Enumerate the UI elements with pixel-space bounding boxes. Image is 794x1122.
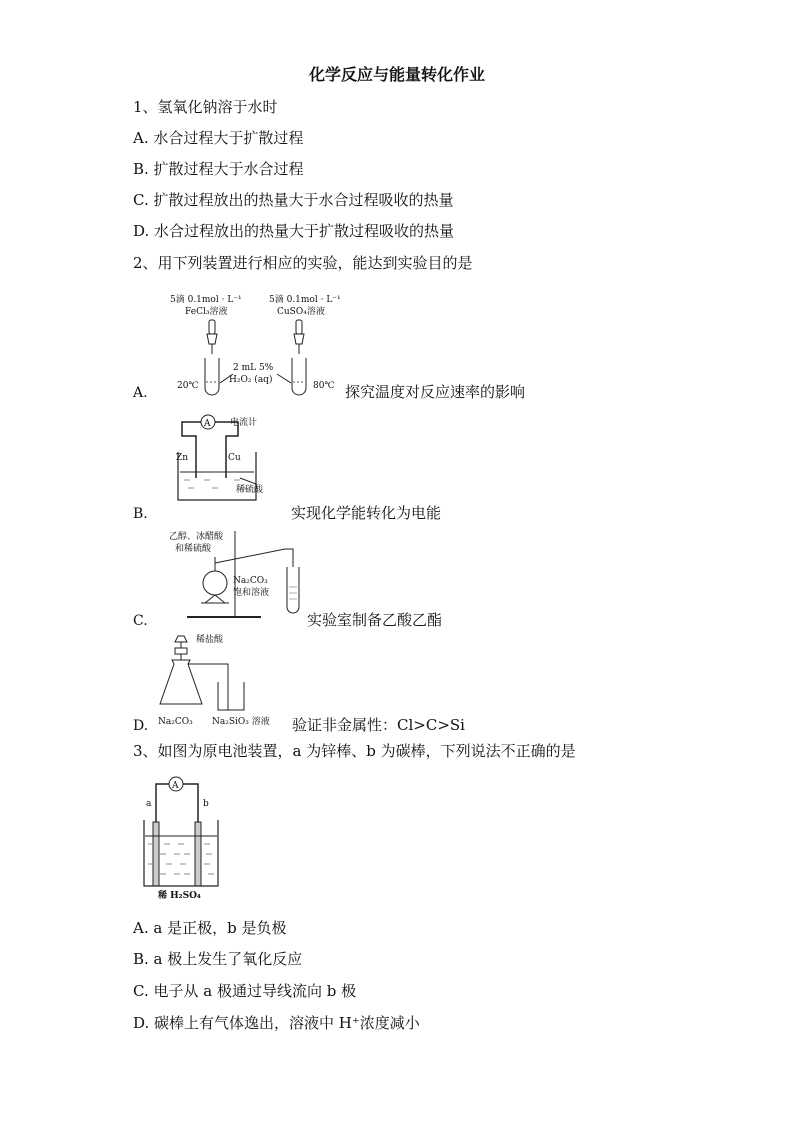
q3-stem: 3、如图为原电池装置，a 为锌棒、b 为碳棒，下列说法不正确的是	[133, 742, 576, 760]
q3-label-a: a	[146, 799, 152, 809]
q3-option-b: B. a 极上发生了氧化反应	[133, 950, 303, 968]
q2-option-a-letter: A.	[133, 385, 148, 401]
q2-a-label-right-top1: 5滴 0.1mol · L⁻¹	[269, 295, 341, 305]
q2-option-c-caption: 实验室制备乙酸乙酯	[307, 611, 443, 629]
q2-option-d-caption: 验证非金属性：Cl>C>Si	[292, 716, 465, 734]
q2-b-solution: 稀硫酸	[236, 485, 264, 495]
q2-option-b-caption: 实现化学能转化为电能	[291, 504, 442, 522]
page-title: 化学反应与能量转化作业	[308, 65, 485, 84]
q2-c-reagents1: 乙醇、冰醋酸	[169, 532, 224, 542]
q1-option-c: C. 扩散过程放出的热量大于水合过程吸收的热量	[133, 191, 454, 209]
q1-stem: 1、氢氧化钠溶于水时	[133, 98, 278, 116]
q3-option-d: D. 碳棒上有气体逸出，溶液中 H⁺浓度减小	[133, 1014, 420, 1032]
q2-a-label-mid2: H₂O₂ (aq)	[229, 375, 273, 385]
q2-a-left-tube	[205, 358, 219, 395]
q2-option-b-letter: B.	[133, 506, 148, 522]
q2-b-meter-label: 电流计	[230, 418, 258, 428]
q2-d-flask: Na₂CO₃	[158, 717, 193, 727]
q2-d-beaker: Na₂SiO₃ 溶液	[212, 717, 270, 727]
q2-option-d-letter: D.	[133, 718, 149, 734]
q2-stem: 2、用下列装置进行相应的实验，能达到实验目的是	[133, 254, 473, 272]
q2-a-figure	[165, 290, 355, 400]
q2-c-figure	[165, 527, 315, 627]
q2-option-c-letter: C.	[133, 613, 148, 629]
q2-a-left-dropper	[207, 320, 217, 354]
q2-a-label-left-top2: FeCl₃溶液	[185, 307, 228, 317]
q2-a-label-right-top2: CuSO₄溶液	[277, 307, 325, 317]
q2-a-temp-left: 20℃	[177, 381, 199, 391]
q2-b-left-electrode: Zn	[176, 453, 189, 463]
q2-a-right-dropper	[294, 320, 304, 354]
q1-option-d: D. 水合过程放出的热量大于扩散过程吸收的热量	[133, 222, 455, 240]
q3-label-b: b	[203, 799, 209, 809]
q3-figure	[138, 772, 230, 900]
q2-option-a-caption: 探究温度对反应速率的影响	[345, 383, 526, 401]
q1-option-a: A. 水合过程大于扩散过程	[133, 129, 304, 147]
q3-option-a: A. a 是正极，b 是负极	[133, 919, 287, 937]
q2-d-acid: 稀盐酸	[196, 635, 224, 645]
q2-a-right-tube	[292, 358, 306, 395]
q2-a-label-mid1: 2 mL 5%	[233, 363, 274, 373]
q2-c-receiver1: Na₂CO₃	[233, 576, 268, 586]
q2-a-label-left-top1: 5滴 0.1mol · L⁻¹	[170, 295, 242, 305]
q2-b-right-electrode: Cu	[228, 453, 241, 463]
q2-b-figure	[168, 412, 278, 512]
q1-option-b: B. 扩散过程大于水合过程	[133, 160, 304, 178]
q3-solution-label: 稀 H₂SO₄	[158, 891, 201, 900]
q2-c-reagents2: 和稀硫酸	[175, 544, 212, 554]
q2-a-temp-right: 80℃	[313, 381, 335, 391]
q3-meter-symbol: A	[172, 781, 179, 791]
q3-option-c: C. 电子从 a 极通过导线流向 b 极	[133, 982, 357, 1000]
q2-b-meter-symbol: A	[204, 419, 211, 429]
q2-c-receiver2: 饱和溶液	[233, 588, 270, 598]
q2-d-figure	[158, 630, 288, 730]
